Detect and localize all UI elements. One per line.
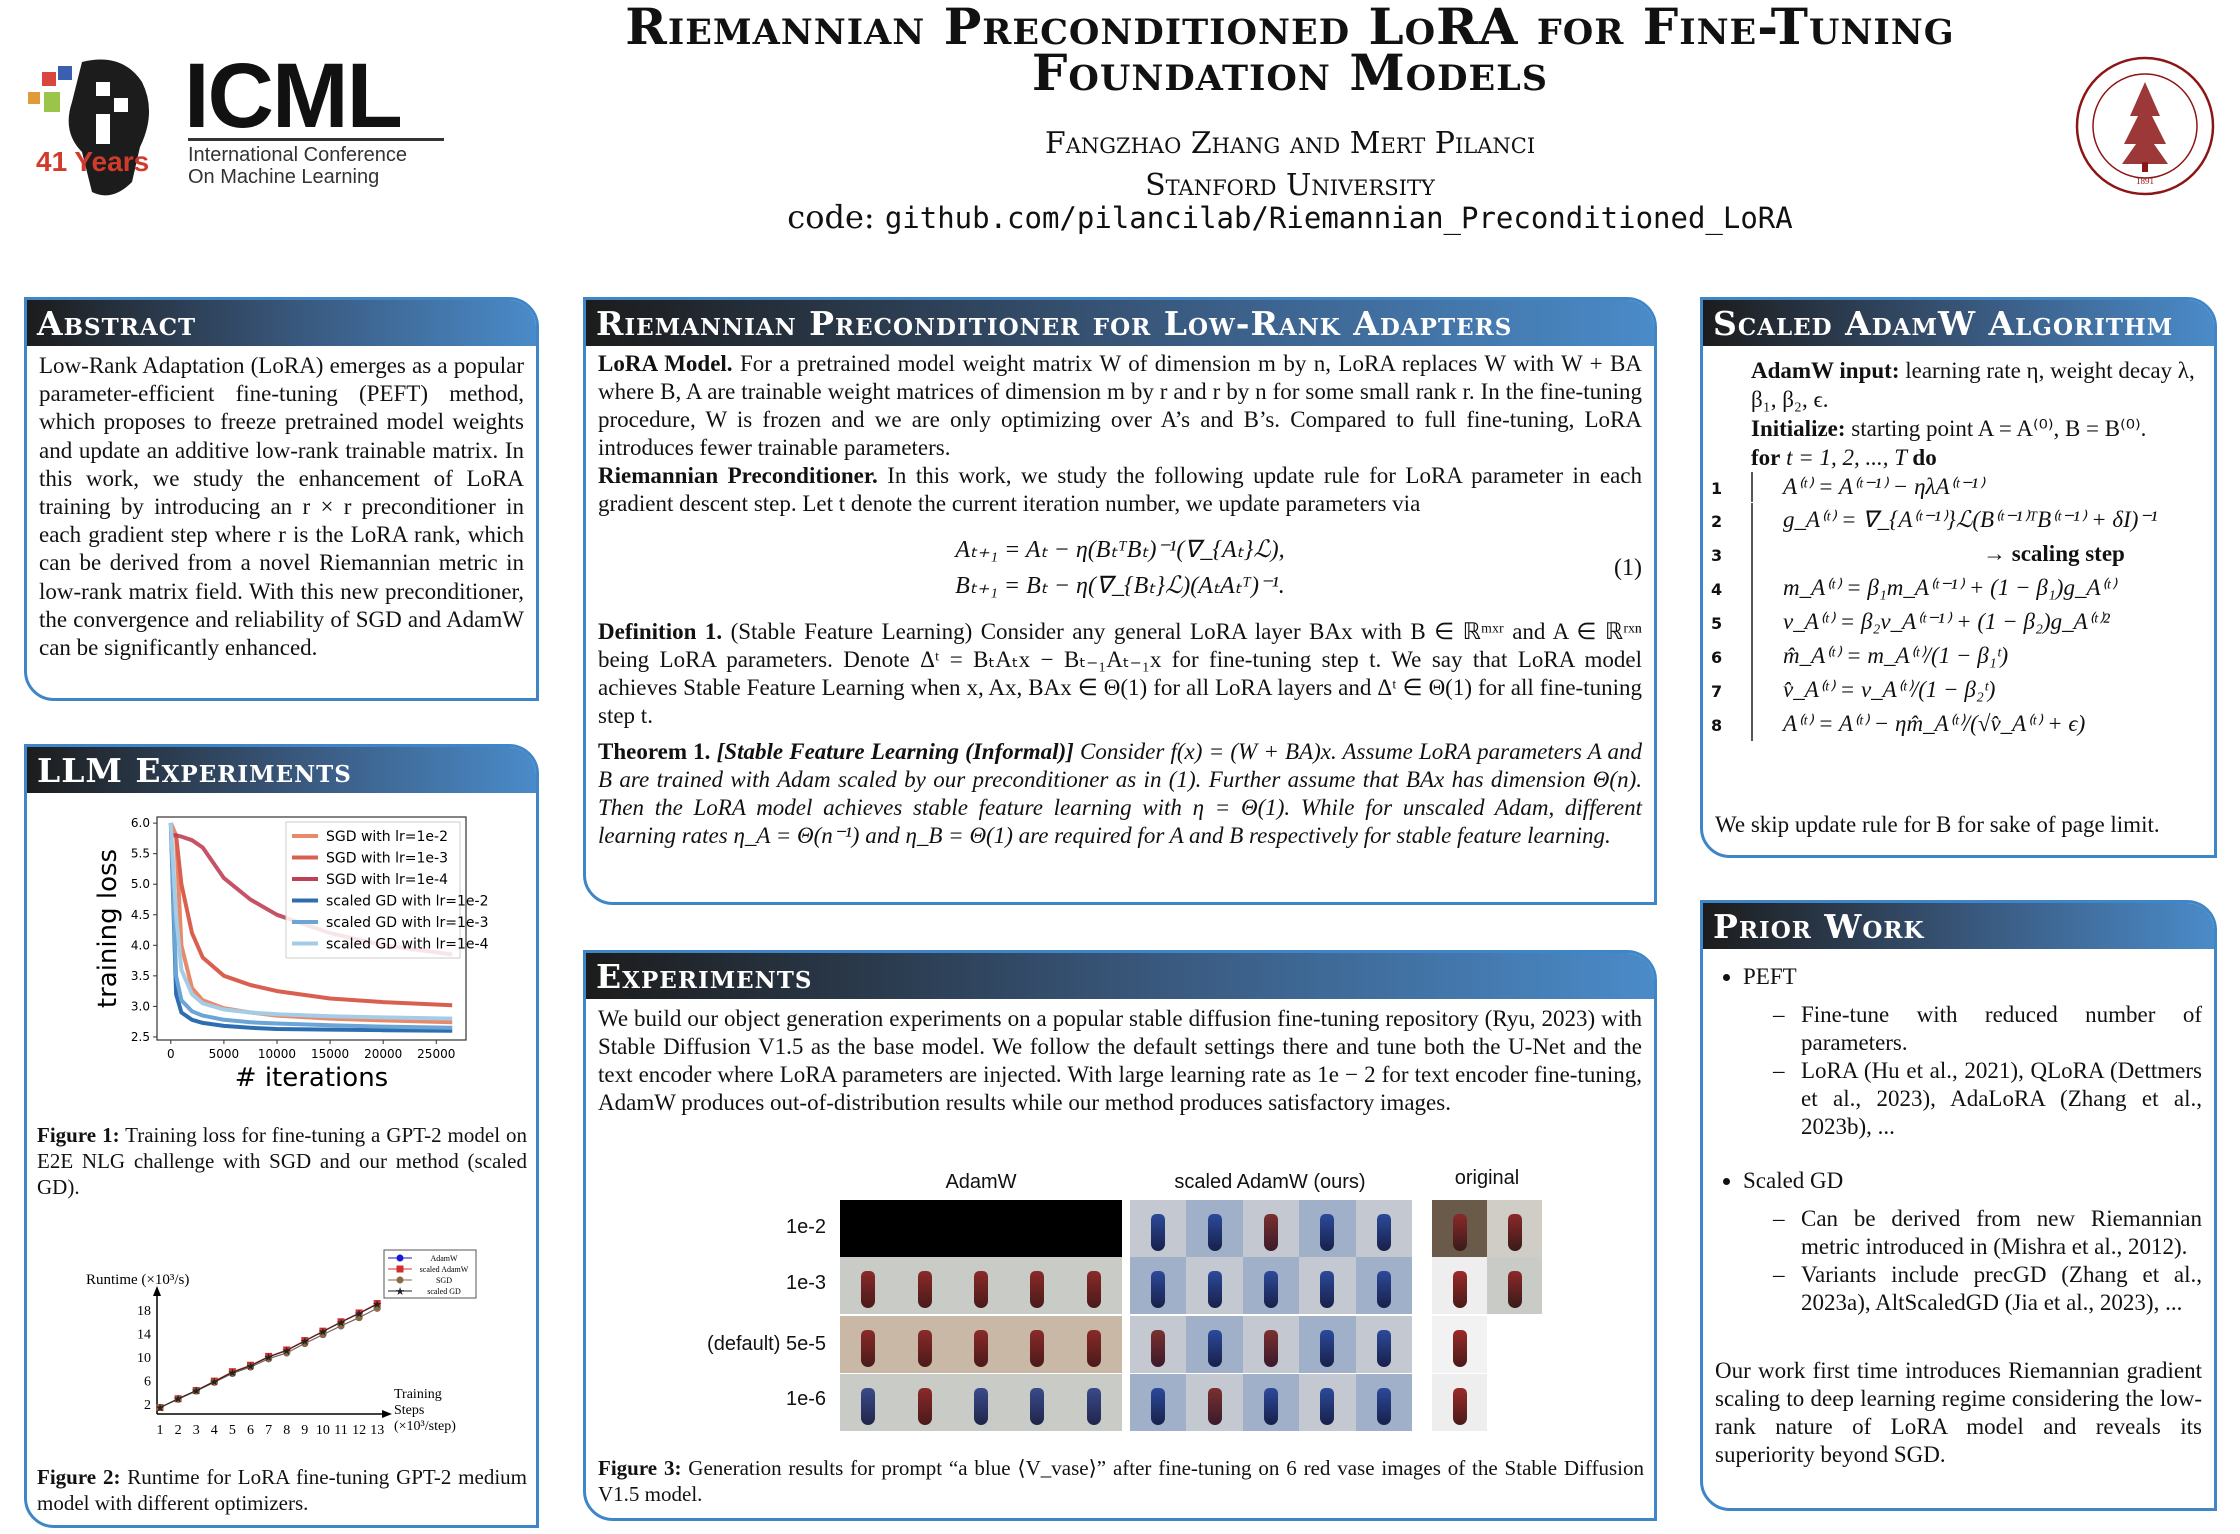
step-expression: m̂_A⁽ᵗ⁾ = m_A⁽ᵗ⁾/(1 − β₁ᵗ) [1751,639,2008,673]
algorithm-steps [1711,472,2200,741]
prior-work-panel [1700,900,2217,1511]
x-tick-label: 9 [301,1423,309,1438]
abstract-panel [24,297,539,701]
generated-image [1432,1374,1487,1431]
data-point: ★ [245,1360,256,1373]
vase-shape [861,1330,875,1367]
algorithm-input [1751,356,2200,414]
generated-image [1130,1257,1186,1314]
column-label-original: original [1454,1167,1520,1189]
preconditioner-label: Riemannian Preconditioner. [598,463,878,488]
vase-shape [1208,1271,1222,1308]
legend-label: SGD with lr=1e-3 [326,850,448,867]
generated-image [1432,1257,1487,1314]
generated-image [1243,1200,1299,1257]
llm-experiments-title: LLM Experiments [27,747,536,793]
data-point: ★ [173,1393,184,1406]
step-expression: m_A⁽ᵗ⁾ = β₁m_A⁽ᵗ⁻¹⁾ + (1 − β₁)g_A⁽ᵗ⁾ [1751,571,2116,605]
vase-shape [918,1330,932,1367]
step-number: 5 [1711,614,1723,633]
llm-experiments-panel [24,744,539,1528]
figure-1-caption [37,1122,527,1200]
generated-image [840,1257,896,1314]
generated-image [1066,1316,1122,1373]
generated-image [1356,1200,1412,1257]
y-tick-label: 2 [144,1398,151,1413]
data-point: ★ [281,1345,292,1358]
vase-shape [1320,1271,1334,1308]
title-line-2: Foundation Models [1031,43,1549,102]
data-point: ★ [317,1326,328,1339]
data-point: ★ [155,1402,165,1415]
generated-image [840,1200,1122,1257]
figure-2-text: Runtime for LoRA fine-tuning GPT-2 medium model with different optimizers. [37,1465,527,1515]
icml-line1: International Conference [188,144,408,166]
prior-work-subitem: – Fine-tune with reduced number of parameters. [1773,1001,2202,1057]
x-tick-label: 5 [228,1423,236,1438]
data-point: ★ [191,1385,202,1398]
y-tick-label: 4.5 [130,907,150,922]
data-point: ★ [209,1376,220,1389]
x-tick-label: 25000 [417,1047,456,1061]
generated-image [1243,1316,1299,1373]
title-line-1: Riemannian Preconditioned LoRA for Fine-Tuning [625,0,1955,56]
equation-a: Aₜ₊₁ = Aₜ − η(BₜᵀBₜ)⁻¹(∇_{Aₜ}ℒ), [955,537,1285,563]
vase-shape [1453,1388,1467,1425]
generated-image [1487,1257,1542,1314]
equation-b: Bₜ₊₁ = Bₜ − η(∇_{Bₜ}ℒ)(AₜAₜᵀ)⁻¹. [955,573,1285,599]
y-tick-label: 5.5 [130,846,150,861]
vase-shape [1377,1271,1391,1308]
legend-label: SGD with lr=1e-2 [326,829,448,845]
vase-shape [974,1271,988,1308]
row-label: (default) 5e-5 [707,1333,826,1355]
seal-year: 1891 [2136,176,2154,186]
algorithm-step [1711,571,2200,605]
y-tick-label: 5.0 [130,877,150,892]
training-loss-chart [60,800,539,1100]
prior-work-label: Scaled GD [1743,1168,1844,1193]
generated-image [896,1257,952,1314]
generated-image [1130,1316,1186,1373]
generated-image [1299,1374,1355,1431]
vase-shape [1030,1388,1044,1425]
generated-image [1432,1316,1487,1373]
algorithm-init [1751,414,2200,443]
x-axis-label-2: Steps [394,1403,425,1418]
vase-shape [1087,1330,1101,1367]
x-tick-label: 13 [370,1423,385,1438]
step-expression: g_A⁽ᵗ⁾ = ∇_{A⁽ᵗ⁻¹⁾}ℒ(B⁽ᵗ⁻¹⁾ᵀB⁽ᵗ⁻¹⁾ + δI)⁻¹ [1751,503,2157,537]
x-axis-label-1: Training [394,1387,442,1402]
y-tick-label: 3.5 [130,968,150,983]
vase-shape [861,1388,875,1425]
generated-image [1009,1316,1065,1373]
x-tick-label: 3 [192,1423,200,1438]
vase-shape [1151,1214,1165,1251]
x-tick-label: 20000 [364,1047,403,1061]
generated-image [1186,1257,1242,1314]
algorithm-step [1711,707,2200,741]
legend-label: scaled GD with lr=1e-2 [326,893,489,910]
vase-shape [1030,1271,1044,1308]
x-tick-label: 10000 [257,1047,297,1061]
vase-shape [1151,1330,1165,1367]
figure-1-label: Figure 1: [37,1123,120,1147]
prior-work-item [1743,1167,2202,1317]
x-tick-label: 4 [210,1423,218,1438]
x-tick-label: 12 [352,1423,367,1438]
legend-marker [397,1266,404,1273]
x-axis-label-3: (×10³/step) [394,1419,456,1434]
vase-shape [1320,1330,1334,1367]
vase-shape [1264,1214,1278,1251]
prior-work-subitem: – LoRA (Hu et al., 2021), QLoRA (Dettmers et al., 2023), AdaLoRA (Zhang et al., 2023b), ... [1773,1057,2202,1141]
vase-shape [1087,1388,1101,1425]
x-axis-arrow [382,1410,392,1418]
icml-logo [22,45,432,202]
x-tick-label: 8 [283,1423,291,1438]
data-point: ★ [299,1336,310,1349]
vase-shape [1208,1388,1222,1425]
code-url[interactable]: github.com/pilancilab/Riemannian_Preconditioned_LoRA [884,201,1793,235]
y-tick-label: 18 [137,1304,151,1319]
figure-2-label: Figure 2: [37,1465,121,1489]
runtime-chart [60,1240,510,1455]
vase-shape [1453,1214,1467,1251]
step-number: 1 [1711,479,1723,498]
generated-image [1432,1200,1487,1257]
x-tick-label: 15000 [310,1047,350,1061]
data-point: ★ [336,1317,346,1330]
figure-3-text: Generation results for prompt “a blue ⟨V_vase⟩” after fine-tuning on 6 red vase images of the Stable Diffusion V1.5 model. [598,1456,1644,1506]
vase-shape [974,1388,988,1425]
step-expression: v̂_A⁽ᵗ⁾ = v_A⁽ᵗ⁾/(1 − β₂ᵗ) [1751,673,1995,707]
y-tick-label: 6.0 [130,816,150,831]
generated-image [1009,1257,1065,1314]
algorithm-step [1711,472,2200,503]
step-expression: A⁽ᵗ⁾ = A⁽ᵗ⁻¹⁾ − ηλA⁽ᵗ⁻¹⁾ [1751,472,1984,502]
data-point: ★ [372,1299,383,1312]
generated-image [1299,1200,1355,1257]
legend-label: scaled GD with lr=1e-4 [326,936,489,953]
row-label: 1e-6 [785,1388,826,1410]
experiments-panel [583,950,1657,1521]
icml-badge: 41 Years [36,146,150,177]
vase-shape [918,1388,932,1425]
generated-image [1066,1374,1122,1431]
experiments-text: We build our object generation experiments on a popular stable diffusion fine-tuning repository (Ryu, 2023) with Stable Diffusion V1.5 as the base model. We follow the default settings there and tune both the U-Net and the text encoder where LoRA parameters are injected. With large learning rate as 1e − 2 for text encoder fine-tuning, AdamW produces out-of-distribution results while our method produces satisfactory images. [598,1006,1642,1115]
prior-work-subitem: – Variants include precGD (Zhang et al., 2023a), AltScaledGD (Jia et al., 2023), ... [1773,1261,2202,1317]
vase-shape [1320,1214,1334,1251]
equation-number: (1) [1614,555,1642,581]
legend-label: AdamW [430,1254,458,1263]
prior-work-label: PEFT [1743,964,1797,989]
vase-shape [1377,1330,1391,1367]
column-label-scaled-adamw: scaled AdamW (ours) [1174,1171,1366,1193]
vase-shape [1453,1271,1467,1308]
generated-image [1009,1374,1065,1431]
generated-image [953,1374,1009,1431]
input-text: learning rate η, weight decay λ, β₁, β₂, ϵ. [1751,358,2195,412]
legend-marker [397,1277,404,1284]
generated-image [1186,1374,1242,1431]
x-tick-label: 2 [174,1423,182,1438]
affiliation: Stanford University [1145,168,1435,203]
figure-3-caption [598,1455,1644,1507]
vase-shape [1208,1214,1222,1251]
icml-name: ICML [184,45,401,147]
vase-shape [1377,1214,1391,1251]
y-tick-label: 3.0 [130,999,150,1014]
prior-work-subitem: – Can be derived from new Riemannian metric introduced in (Mishra et al., 2012). [1773,1205,2202,1261]
algorithm-step [1711,639,2200,673]
x-tick-label: 10 [315,1423,330,1438]
x-tick-label: 1 [156,1423,164,1438]
init-label: Initialize: [1751,416,1846,441]
abstract-title: Abstract [27,300,536,346]
generated-image [1130,1374,1186,1431]
prior-work-conclusion: Our work first time introduces Riemannian gradient scaling to deep learning regime considering the low-rank nature of LoRA model and reveals its superiority beyond SGD. [1715,1358,2202,1467]
step-expression: → scaling step [1751,537,2125,571]
algorithm-step [1711,605,2200,639]
generated-image [1487,1200,1542,1257]
step-number: 4 [1711,580,1723,599]
prior-work-title: Prior Work [1703,903,2214,949]
vase-shape [1151,1388,1165,1425]
lora-model-text: For a pretrained model weight matrix W of dimension m by n, LoRA replaces W with W + BA where B, A are trainable weight matrices of dimension m by r and r by n for some small rank r. In the fine-tuning procedure, W is frozen and we are only optimizing over A’s and B’s. Compared to full fine-tuning, LoRA introduces fewer trainable parameters. [598,351,1643,460]
x-tick-label: 6 [247,1423,254,1438]
legend-label: SGD with lr=1e-4 [326,872,448,888]
row-label: 1e-3 [785,1272,826,1294]
algorithm-footer: We skip update rule for B for sake of page limit. [1715,812,2160,837]
vase-shape [974,1330,988,1367]
algorithm-panel [1700,297,2217,858]
legend-marker: ★ [395,1286,405,1298]
vase-shape [1151,1271,1165,1308]
authors: Fangzhao Zhang and Mert Pilanci [1044,126,1536,161]
for-text: t = 1, 2, ..., T [1780,445,1913,470]
legend-label: SGD [435,1276,453,1285]
prior-work-list [1715,963,2202,1317]
x-tick-label: 0 [166,1047,175,1061]
generated-image [953,1316,1009,1373]
vase-shape [1320,1388,1334,1425]
y-axis-label: training loss [93,848,123,1009]
y-tick-label: 6 [144,1374,151,1390]
legend-label: scaled AdamW [419,1265,469,1274]
vase-shape [1377,1388,1391,1425]
lora-model-label: LoRA Model. [598,351,733,376]
theorem-label: Theorem 1. [598,739,711,764]
step-expression: A⁽ᵗ⁾ = A⁽ᵗ⁾ − ηm̂_A⁽ᵗ⁾/(√v̂_A⁽ᵗ⁾ + ϵ) [1751,707,2085,741]
y-axis-label: Runtime (×10³/s) [86,1272,190,1288]
theorem-paragraph [598,738,1642,850]
algorithm-step [1711,673,2200,707]
code-link[interactable] [420,198,2160,236]
algorithm-step [1711,537,2200,571]
step-number: 7 [1711,682,1723,701]
figure-3-label: Figure 3: [598,1456,682,1480]
step-expression: v_A⁽ᵗ⁾ = β₂v_A⁽ᵗ⁻¹⁾ + (1 − β₂)g_A⁽ᵗ⁾² [1751,605,2110,639]
generated-image [1130,1200,1186,1257]
do-label: do [1912,445,1937,470]
legend-marker [397,1255,404,1262]
generated-image [1356,1257,1412,1314]
y-tick-label: 2.5 [130,1029,150,1044]
generated-image [1243,1257,1299,1314]
vase-shape [1264,1330,1278,1367]
step-number: 3 [1711,546,1723,565]
generated-image [1066,1257,1122,1314]
legend-label: scaled GD with lr=1e-3 [326,915,489,931]
generated-image [840,1316,896,1373]
stanford-seal [2074,56,2216,201]
step-number: 8 [1711,716,1723,735]
abstract-text: Low-Rank Adaptation (LoRA) emerges as a popular parameter-efficient fine-tuning (PEFT) method, which proposes to freeze pretrained model weights and update an additive low-rank trainable matrix. In this work, we study the enhancement of LoRA training by introducing an r × r preconditioner in each gradient step where r is the LoRA rank, which can be derived from a novel Riemannian metric in low-rank matrix field. With this new preconditioner, the convergence and reliability of SGD and AdamW can be significantly enhanced. [39,353,524,661]
generated-image [1186,1316,1242,1373]
definition-paragraph [598,618,1642,730]
y-tick-label: 10 [137,1351,151,1366]
row-label: 1e-2 [785,1216,826,1238]
generated-image [1356,1316,1412,1373]
vase-shape [918,1271,932,1308]
figure-1-text: Training loss for fine-tuning a GPT-2 model on E2E NLG challenge with SGD and our method (scaled GD). [37,1123,527,1199]
step-number: 6 [1711,648,1723,667]
x-axis-label: # iterations [234,1063,389,1093]
definition-text: (Stable Feature Learning) Consider any general LoRA layer BAx with B ∈ ℝᵐˣʳ and A ∈ ℝʳˣⁿ being LoRA parameters. Denote Δᵗ = BₜAₜx − Bₜ₋₁Aₜ₋₁x for fine-tuning step t. We say that LoRA model achieves Stable Feature Learning when x, Ax, BAx ∈ Θ(1) for all LoRA layers and Δᵗ ∈ Θ(1) for all fine-tuning step t. [598,619,1643,728]
experiments-title: Experiments [586,953,1654,999]
input-label: AdamW input: [1751,358,1900,383]
icml-line2: On Machine Learning [188,166,380,188]
riemannian-title: Riemannian Preconditioner for Low-Rank Adapters [586,300,1654,346]
algorithm-step [1711,503,2200,537]
vase-shape [1030,1330,1044,1367]
preconditioner-paragraph [598,462,1642,518]
vase-shape [1508,1214,1522,1251]
init-text: starting point A = A⁽⁰⁾, B = B⁽⁰⁾. [1845,416,2147,441]
data-point: ★ [263,1352,274,1364]
column-label-adamw: AdamW [945,1171,1017,1193]
update-equation [598,532,1642,604]
theorem-text: Consider f(x) = (W + BA)x. Assume LoRA parameters A and B are trained with Adam scaled by our preconditioner as in (1). Further assume that BAx has dimension Θ(n). Then the LoRA model achieves stable feature learning with η = Θ(1). While for unscaled Adam, different learning rates η_A = Θ(n⁻¹) and η_B = Θ(1) are required for A and B respectively for stable feature learning. [598,739,1642,848]
vase-shape [1087,1271,1101,1308]
preconditioner-text: In this work, we study the following update rule for LoRA parameter in each gradient descent step. Let t denote the current iteration number, we update parameters via [598,463,1642,516]
generated-image [1186,1200,1242,1257]
theorem-name: [Stable Feature Learning (Informal)] [710,739,1074,764]
generated-image [953,1257,1009,1314]
y-tick-label: 4.0 [130,938,150,953]
figure-2-caption [37,1464,527,1516]
vase-shape [1508,1271,1522,1308]
algorithm-title: Scaled AdamW Algorithm [1703,300,2214,346]
generated-image [1299,1257,1355,1314]
poster-title [420,0,2160,102]
x-tick-label: 7 [265,1423,273,1438]
definition-label: Definition 1. [598,619,723,644]
prior-work-item [1743,963,2202,1141]
generated-image [840,1374,896,1431]
generated-image [1299,1316,1355,1373]
generated-image [896,1316,952,1373]
vase-shape [1264,1388,1278,1425]
data-point: ★ [354,1308,365,1321]
stanford-seal-graphic [2074,56,2216,196]
generated-image [1356,1374,1412,1431]
riemannian-panel [583,297,1657,905]
for-label: for [1751,445,1781,470]
lora-model-paragraph [598,350,1642,462]
x-tick-label: 5000 [208,1047,240,1061]
vase-shape [1453,1330,1467,1367]
data-point: ★ [227,1367,238,1380]
algorithm-for [1751,443,2200,472]
step-number: 2 [1711,512,1723,531]
legend-label: scaled GD [427,1287,461,1296]
generated-image [896,1374,952,1431]
y-tick-label: 14 [137,1327,151,1343]
generated-image [1243,1374,1299,1431]
vase-shape [1208,1330,1222,1367]
x-tick-label: 11 [334,1423,348,1438]
vase-shape [861,1271,875,1308]
vase-shape [1264,1271,1278,1308]
code-label: code: [787,198,875,236]
